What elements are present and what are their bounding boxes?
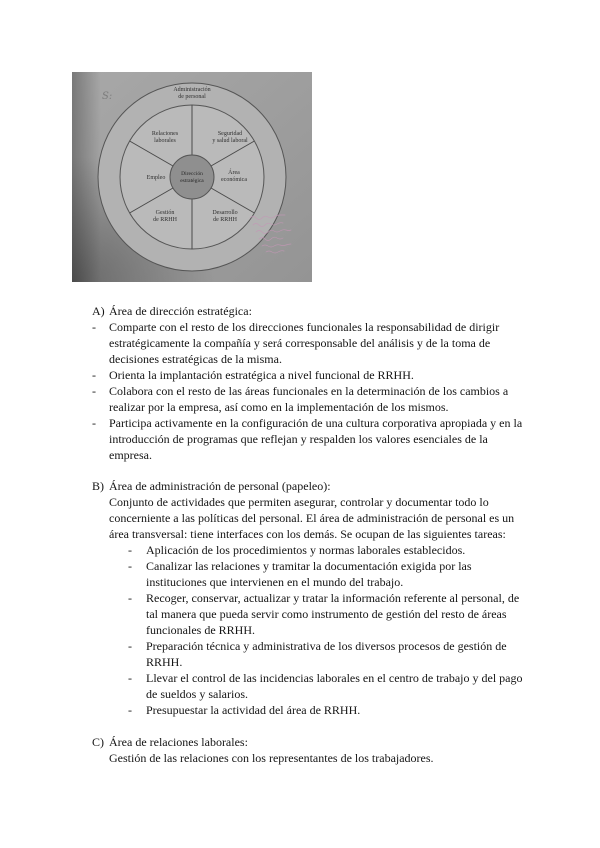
intro-line: área transversal: tiene interfaces con los demás. Se ocupan de las siguientes tareas:	[109, 527, 506, 541]
center-label-line-2: estratégica	[180, 178, 204, 184]
list-item	[0, 590, 600, 638]
intro-line: concerniente a las políticas del personal. El área de administración de personal es un	[109, 511, 515, 525]
section-title: Área de dirección estratégica:	[109, 304, 252, 318]
section-header	[0, 478, 600, 494]
section-title: Área de administración de personal (papeleo):	[109, 479, 331, 493]
bullet-dash: -	[128, 591, 132, 605]
section-title: Área de relaciones laborales:	[109, 735, 248, 749]
list-item	[0, 542, 600, 558]
segment-label: y salud laboral	[212, 138, 248, 144]
bullet-dash: -	[128, 671, 132, 685]
item-line: de sueldos y salarios.	[146, 687, 248, 701]
item-line: RRHH.	[146, 655, 183, 669]
list-item	[0, 638, 600, 670]
item-line: instituciones que intervienen en el mundo del trabajo.	[146, 575, 404, 589]
segment-label: de RRHH	[153, 217, 177, 223]
segment-label: Desarrollo	[212, 210, 238, 216]
bullet-dash: -	[128, 639, 132, 653]
list-item	[0, 415, 600, 463]
segment-label: Relaciones	[151, 131, 179, 137]
diagram-photo	[72, 72, 312, 282]
item-line: Canalizar las relaciones y tramitar la documentación exigida por las	[146, 559, 472, 573]
item-line: empresa.	[109, 448, 152, 462]
center-label-line-1: Dirección	[181, 171, 203, 177]
item-line: decisiones estratégicas de la misma.	[109, 352, 282, 366]
item-line: realizar por la empresa, así como en la implementación de los mismos.	[109, 400, 449, 414]
segment-label: Seguridad	[217, 131, 243, 137]
center-circle	[170, 155, 214, 199]
item-line: Orienta la implantación estratégica a nivel funcional de RRHH.	[109, 368, 414, 382]
section-marker: C)	[92, 735, 104, 749]
item-line: Recoger, conservar, actualizar y tratar la información referente al personal, de	[146, 591, 520, 605]
section-a	[0, 303, 600, 463]
bullet-dash: -	[92, 384, 96, 398]
section-header	[0, 303, 600, 319]
section-intro	[0, 750, 600, 766]
bullet-dash: -	[128, 559, 132, 573]
intro-line: Gestión de las relaciones con los representantes de los trabajadores.	[109, 751, 434, 765]
section-marker: B)	[92, 479, 104, 493]
list-item	[0, 383, 600, 415]
item-line: estratégicamente la compañía y será corresponsable del análisis y de la toma de	[109, 336, 491, 350]
hr-areas-diagram	[72, 72, 312, 282]
segment-label: de RRHH	[213, 217, 237, 223]
bullet-dash: -	[128, 703, 132, 717]
item-line: Presupuestar la actividad del área de RRHH.	[146, 703, 361, 717]
intro-line: Conjunto de actividades que permiten asegurar, controlar y documentar todo lo	[109, 495, 489, 509]
segment-label: Área	[228, 170, 240, 176]
bullet-dash: -	[92, 320, 96, 334]
segment-label: laborales	[154, 138, 176, 144]
list-item	[0, 558, 600, 590]
list-item	[0, 702, 600, 718]
bullet-dash: -	[92, 368, 96, 382]
ring-label-line-1: Administración	[173, 87, 211, 93]
handwritten-mark: S:	[102, 91, 113, 102]
segment-label: Empleo	[146, 175, 166, 181]
section-c	[0, 734, 600, 766]
bullet-dash: -	[128, 543, 132, 557]
section-header	[0, 734, 600, 750]
segment-label: económica	[221, 177, 247, 183]
item-line: funcionales de RRHH.	[146, 623, 255, 637]
item-line: Comparte con el resto de los direcciones funcionales la responsabilidad de dirigir	[109, 320, 500, 334]
segment-label: Gestión	[155, 210, 175, 216]
section-b	[0, 478, 600, 718]
item-line: Preparación técnica y administrativa de los diversos procesos de gestión de	[146, 639, 507, 653]
item-line: Llevar el control de las incidencias laborales en el centro de trabajo y del pago	[146, 671, 523, 685]
section-intro	[0, 494, 600, 542]
item-line: Participa activamente en la configuración de una cultura corporativa apropiada y en la	[109, 416, 523, 430]
list-item	[0, 367, 600, 383]
section-marker: A)	[92, 304, 105, 318]
list-item	[0, 319, 600, 367]
list-item	[0, 670, 600, 702]
bullet-dash: -	[92, 416, 96, 430]
item-line: introducción de programas que reflejan y respalden los valores esenciales de la	[109, 432, 488, 446]
item-line: Aplicación de los procedimientos y normas laborales establecidos.	[146, 543, 466, 557]
item-line: tal manera que pueda servir como instrumento de gestión del resto de áreas	[146, 607, 507, 621]
ring-label-line-2: de personal	[178, 94, 206, 100]
task-list	[0, 542, 600, 718]
item-line: Colabora con el resto de las áreas funcionales en la determinación de los cambios a	[109, 384, 509, 398]
